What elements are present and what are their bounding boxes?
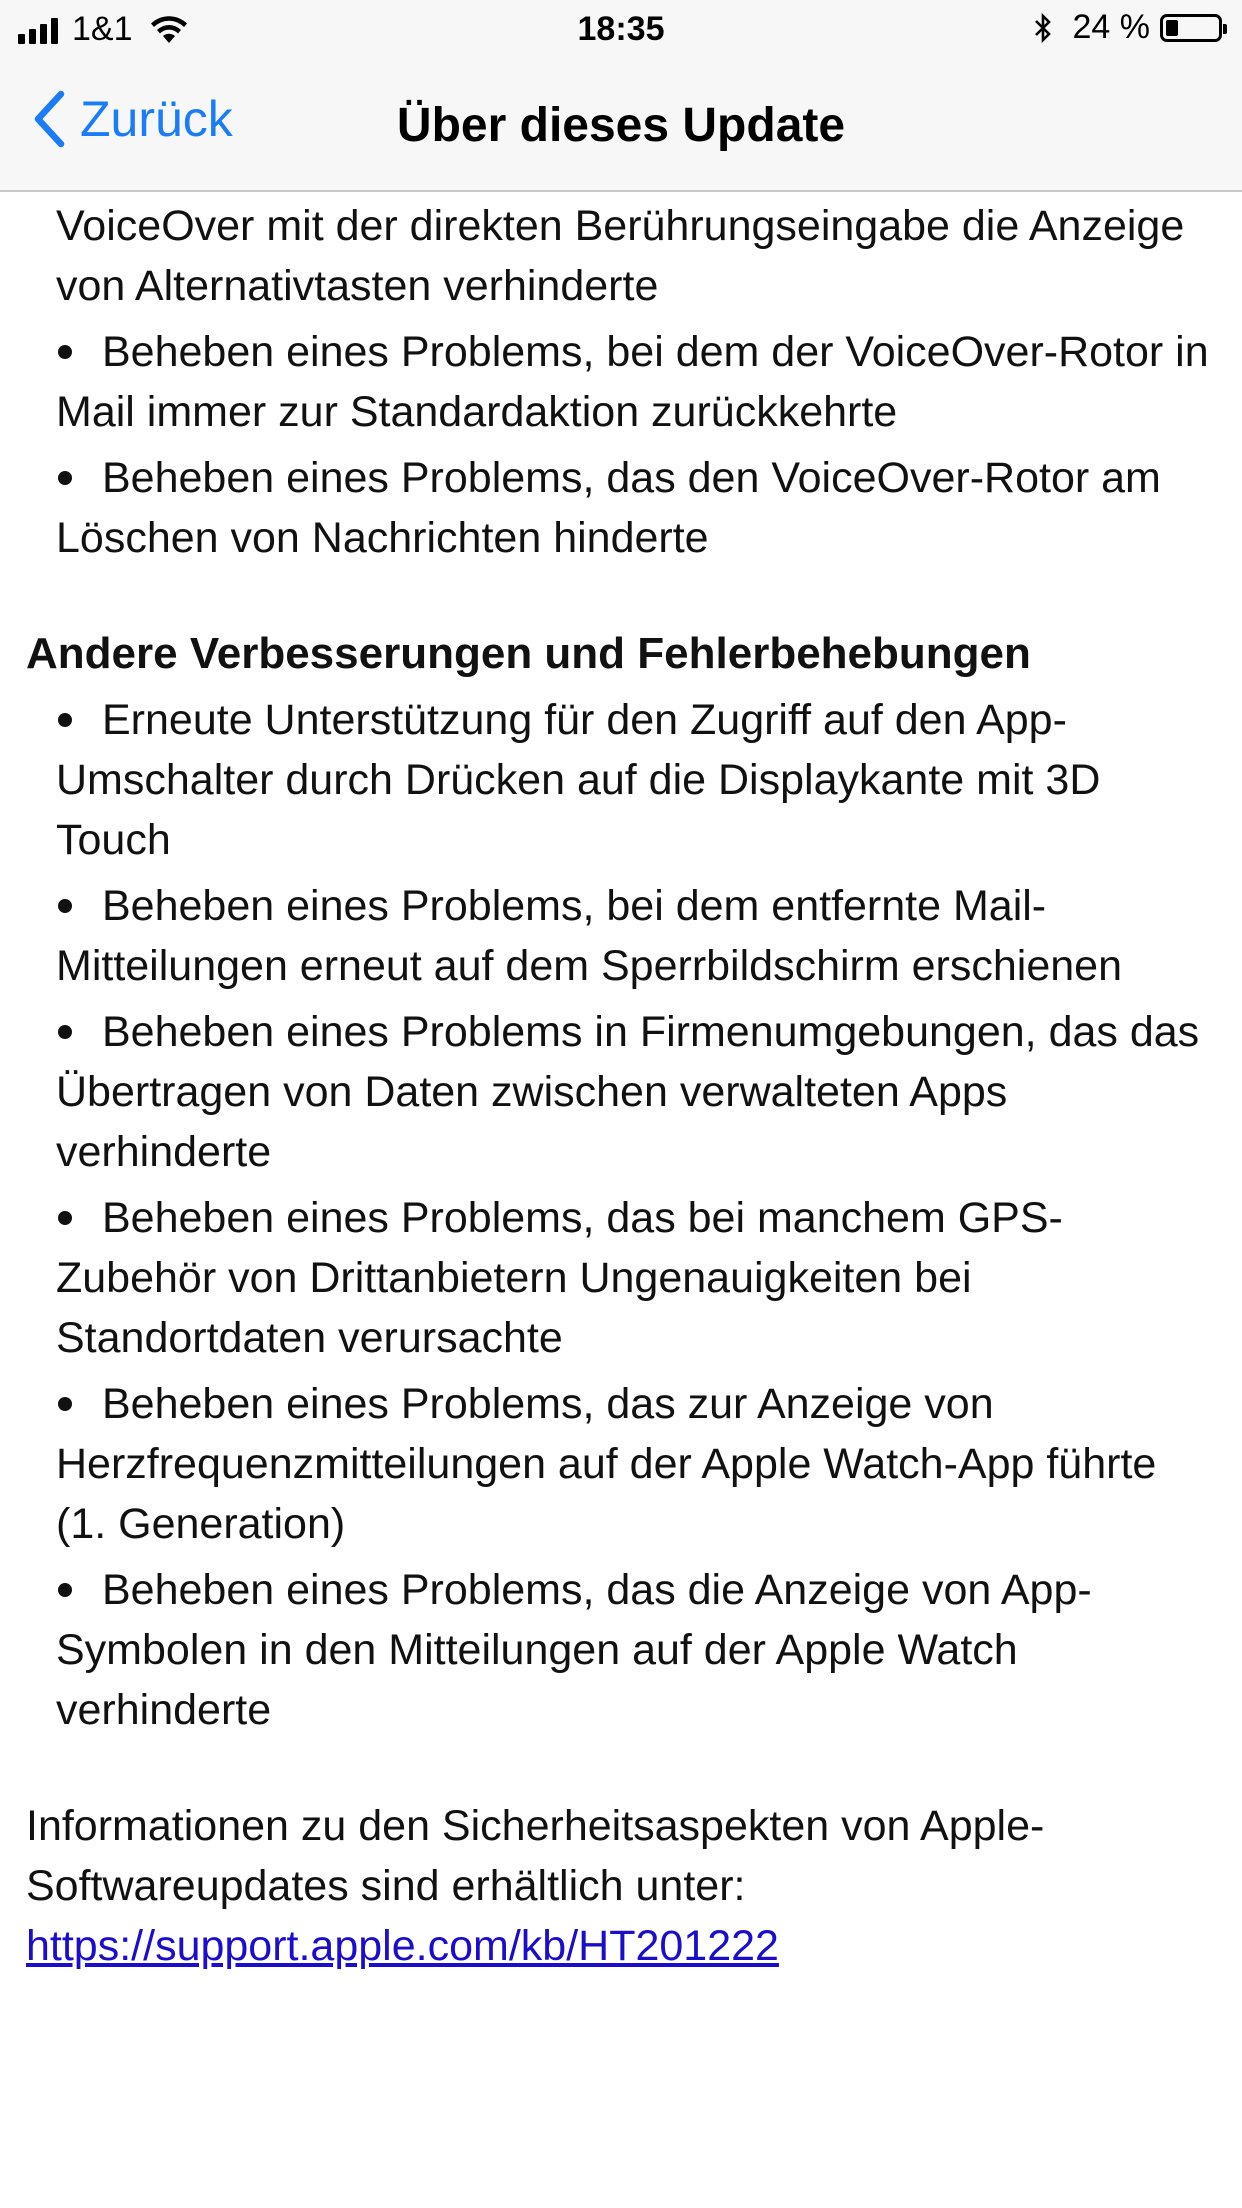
list-item: Beheben eines Problems, das bei manchem GPS-Zubehör von Drittanbietern Ungenauigkeiten bei Standortdaten verursachte [56,1194,1063,1362]
carrier-name: 1&1 [72,10,133,48]
bullet-icon [58,1025,72,1039]
section-heading: Andere Verbesserungen und Fehlerbehebungen [26,629,1031,678]
status-right [1033,8,1223,47]
security-info [0,1796,1242,1976]
bullet-icon [58,345,72,359]
navigation-bar [0,60,1242,192]
security-text: Informationen zu den Sicherheitsaspekten von Apple-Softwareupdates sind erhältlich unter: [26,1802,1045,1910]
bullet-icon [58,713,72,727]
list-item: Erneute Unterstützung für den Zugriff auf den App-Umschalter durch Drücken auf die Displaykante mit 3D Touch [56,696,1101,864]
bullet-icon [58,1211,72,1225]
page-title: Über dieses Update [396,99,846,152]
bullet-icon [58,1583,72,1597]
list-item: Beheben eines Problems, bei dem entfernte Mail-Mitteilungen erneut auf dem Sperrbildschirm erschienen [56,882,1122,990]
list-item: Beheben eines Problems, das zur Anzeige von Herzfrequenzmitteilungen auf der Apple Watch-App führte (1. Generation) [56,1380,1157,1548]
status-bar [0,0,1242,60]
security-link[interactable]: https://support.apple.com/kb/HT201222 [26,1922,779,1970]
list-item: Beheben eines Problems, bei dem der VoiceOver-Rotor in Mail immer zur Standardaktion zurückkehrte [56,328,1209,436]
list-item: VoiceOver mit der direkten Berührungseingabe die Anzeige von Alternativtasten verhinderte [0,136,1242,316]
back-label: Zurück [80,91,233,147]
bullet-icon [58,471,72,485]
battery-percent: 24 % [1072,8,1150,46]
battery-level [1166,20,1178,36]
update-notes [0,130,1242,1976]
bullet-icon [58,899,72,913]
bullet-icon [58,1397,72,1411]
update-notes-scroll-area[interactable] [0,130,1242,2208]
bluetooth-icon [1033,12,1053,44]
list-item: Beheben eines Problems, das die Anzeige von App-Symbolen in den Mitteilungen auf der Apple Watch verhinderte [56,1566,1092,1734]
list-item: Beheben eines Problems in Firmenumgebungen, das das Übertragen von Daten zwischen verwalteten Apps verhinderte [56,1008,1200,1176]
battery-icon [1160,14,1222,42]
status-time: 18:35 [577,10,665,48]
list-item: Beheben eines Problems, das den VoiceOver-Rotor am Löschen von Nachrichten hinderte [56,454,1161,562]
